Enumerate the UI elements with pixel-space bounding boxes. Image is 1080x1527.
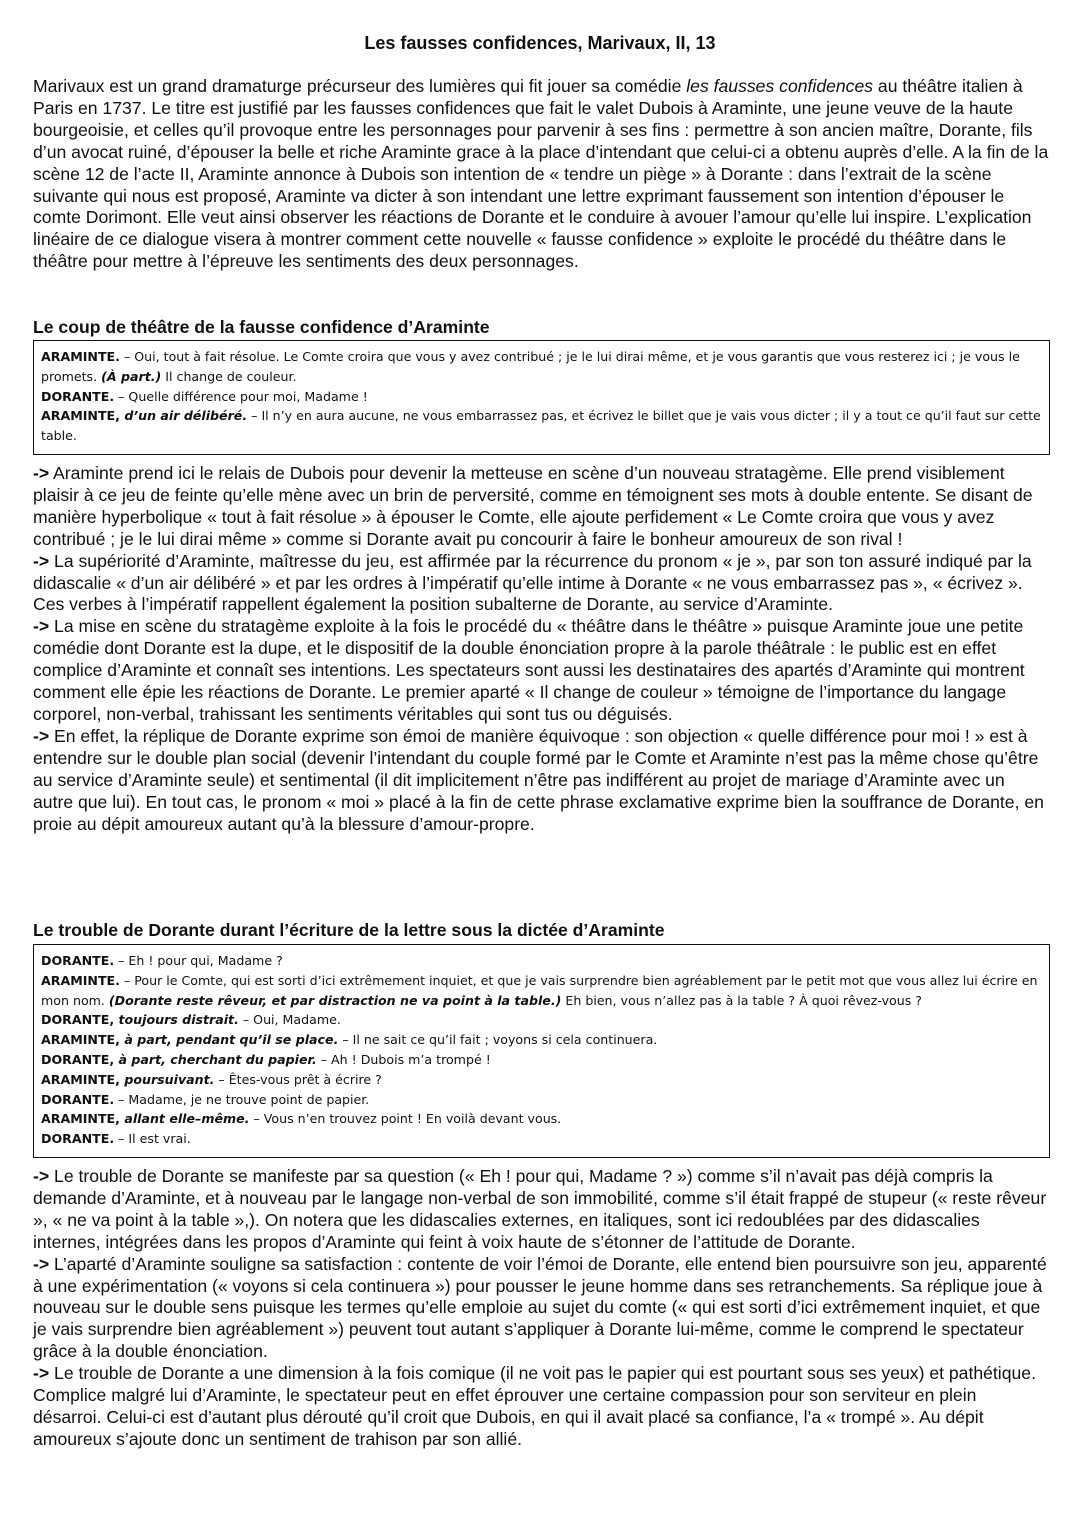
speaker-name: ARAMINTE, [41, 1032, 120, 1048]
arrow-marker: -> [33, 616, 50, 637]
speaker-name: DORANTE. [41, 1131, 115, 1147]
section2-heading: Le trouble de Dorante durant l’écriture de la lettre sous la dictée d’Araminte [33, 920, 665, 940]
line-text: – Vous n’en trouvez point ! En voilà devant vous. [249, 1111, 562, 1127]
speaker-name: ARAMINTE, [41, 1071, 120, 1087]
arrow-marker: -> [33, 1253, 50, 1274]
analysis-paragraph: -> La mise en scène du stratagème exploite à la fois le procédé du « théâtre dans le théâtre » puisque Araminte joue une petite comédie dont Dorante est la dupe, et le dispositif de la double énonciation propre à la parole théâtrale : le public est en effet complice d’Araminte et connaît ses intentions. Les spectateurs sont aussi les destinataires des apartés d’Araminte qui montrent comment elle épie les réactions de Dorante. Le premier aparté « Il change de couleur » témoigne de l’importance du langage corporel, non-verbal, trahissant les sentiments véritables qui sont tus ou déguisés. [33, 616, 1025, 724]
line-text: – Il est vrai. [114, 1131, 191, 1147]
line-text: – Quelle différence pour moi, Madame ! [114, 388, 368, 404]
stage-direction-insert: (Dorante reste rêveur, et par distraction ne va point à la table.) [108, 992, 562, 1008]
speaker-name: DORANTE. [41, 953, 115, 968]
line-text: – Madame, je ne trouve point de papier. [114, 1091, 370, 1107]
intro-text [33, 76, 1049, 273]
arrow-marker: -> [33, 1363, 50, 1384]
line-text: – Ah ! Dubois m’a trompé ! [316, 1051, 491, 1067]
section1-quote-box [33, 340, 1050, 455]
arrow-marker: -> [33, 725, 50, 746]
analysis-paragraph: -> Araminte prend ici le relais de Dubois pour devenir la metteuse en scène d’un nouveau stratagème. Elle prend visiblement plaisir à ce jeu de feinte qu’elle mène avec un brin de perversité, comme en témoignent ses mots à double entente. Se disant de manière hyperbolique « tout à fait résolue » à épouser le Comte, elle ajoute perfidement « Le Comte croira que vous y avez contribué ; je le lui dirai même » comme si Dorante avait pu concourir à faire le bonheur amoureux de son rival ! [33, 463, 1033, 549]
quote-line [41, 1010, 1041, 1030]
line-text: – Il ne sait ce qu’il fait ; voyons si cela continuera. [338, 1032, 658, 1048]
analysis-paragraph: -> La supériorité d’Araminte, maîtresse du jeu, est affirmée par la récurrence du pronom « je », par son ton assuré indiqué par la didascalie « d’un air délibéré » et par les ordres à l’impératif qu’elle intime à Dorante « ne vous embarrassez pas », « écrivez ». Ces verbes à l’impératif rappellent également la position subalterne de Dorante, au service d’Araminte. [33, 550, 1032, 615]
analysis-paragraph: -> En effet, la réplique de Dorante exprime son émoi de manière équivoque : son objection « quelle différence pour moi ! » est à entendre sur le double plan social (devenir l’intendant du couple formé par le Comte et Araminte n’est pas la même chose qu’être au service d’Araminte seule) et sentimental (il dit implicitement n’être pas indifférent au projet de mariage d’Araminte avec un autre que lui). En tout cas, le pronom « moi » placé à la fin de cette phrase exclamative exprime bien la souffrance de Dorante, en proie au dépit amoureux autant qu’à la blessure d’amour-propre. [33, 725, 1044, 834]
section1-analysis [33, 463, 1049, 835]
section1-heading-wrap [33, 316, 1049, 338]
stage-direction-insert: (À part.) [101, 368, 162, 384]
analysis-paragraph: -> L’aparté d’Araminte souligne sa satisfaction : contente de voir l’émoi de Dorante, elle entend bien poursuivre son jeu, apparenté à une expérimentation (« voyons si cela continuera ») pour pousser le jeune homme dans ses retranchements. Sa réplique joue à nouveau sur le double sens puisque les termes qu’elle emploie au sujet du comte (« qui est sorti d’ici extrêmement inquiet, et que je vais surprendre bien agréablement ») peuvent tout autant s’appliquer à Dorante lui-même, comme le comprend le spectateur grâce à la double énonciation. [33, 1253, 1047, 1362]
stage-direction: à part, cherchant du papier. [114, 1051, 317, 1067]
quote-line [41, 1070, 1041, 1090]
speaker-name: DORANTE, [41, 1051, 115, 1067]
quote-line [41, 1030, 1041, 1050]
arrow-marker: -> [33, 1166, 50, 1186]
quote-line [41, 951, 1041, 971]
speaker-name: ARAMINTE, [41, 408, 120, 424]
speaker-name: DORANTE, [41, 1012, 115, 1028]
line-text-after: Il change de couleur. [161, 368, 297, 384]
stage-direction: toujours distrait. [114, 1012, 239, 1028]
quote-line [41, 1109, 1041, 1129]
line-text-after: Eh bien, vous n’allez pas à la table ? À quoi rêvez-vous ? [561, 992, 922, 1008]
analysis-paragraph: -> Le trouble de Dorante se manifeste par sa question (« Eh ! pour qui, Madame ? ») comme s’il n’avait pas déjà compris la demande d’Araminte, et à nouveau par le langage non-verbal de son immobilité, comme s’il était frappé de stupeur (« reste rêveur », « ne va point à la table »,). On notera que les didascalies externes, en italiques, sont ici redoublées par des didascalies internes, intégrées dans les propos d’Araminte qui feint à voix haute de s’étonner de l’attitude de Dorante. [33, 1166, 1047, 1252]
line-text: – Êtes-vous prêt à écrire ? [214, 1071, 382, 1087]
speaker-name: DORANTE. [41, 388, 115, 404]
quote-line [41, 1129, 1041, 1149]
quote-line [41, 971, 1041, 1011]
quote-line [41, 1050, 1041, 1070]
section1-heading: Le coup de théâtre de la fausse confidence d’Araminte [33, 317, 490, 337]
line-text: – Pour le Comte, qui est sorti d’ici extrêmement inquiet, et que je vais surprendre bien agréablement par le petit mot que vous allez lui écrire en mon nom. [41, 972, 1038, 1008]
quote-line [41, 406, 1041, 446]
speaker-name: ARAMINTE. [41, 349, 120, 364]
line-text: – Il n’y en aura aucune, ne vous embarrassez pas, et écrivez le billet que je vais vous dicter ; il y a tout ce qu’il faut sur cette table. [41, 408, 1041, 444]
analysis-paragraph: -> Le trouble de Dorante a une dimension à la fois comique (il ne voit pas le papier qui est pourtant sous ses yeux) et pathétique. Complice malgré lui d’Araminte, le spectateur peut en effet éprouver une certaine compassion pour son serviteur en plein désarroi. Celui-ci est d’autant plus dérouté qu’il croit que Dubois, en qui il avait placé sa confiance, l’a « trompé ». Au dépit amoureux s’ajoute donc un sentiment de trahison par son allié. [33, 1363, 1036, 1449]
stage-direction: allant elle–même. [119, 1111, 250, 1127]
quote-line [41, 1090, 1041, 1110]
section2-quote-box [33, 944, 1050, 1158]
intro-work-title: les fausses confidences [686, 76, 874, 96]
stage-direction: poursuivant. [119, 1071, 215, 1087]
stage-direction: d’un air délibéré. [119, 408, 248, 424]
line-text: – Oui, tout à fait résolue. Le Comte croira que vous y avez contribué ; je le lui dirai même, et je vous garantis que vous resterez ici ; je vous le promets. [41, 349, 1020, 384]
arrow-marker: -> [33, 550, 50, 571]
line-text: – Oui, Madame. [238, 1012, 341, 1028]
document-title: Les fausses confidences, Marivaux, II, 13 [364, 33, 716, 53]
section2-heading-wrap [33, 919, 1049, 941]
intro-text-start: Marivaux est un grand dramaturge précurseur des lumières qui fit jouer sa comédie [33, 76, 687, 96]
line-text: – Eh ! pour qui, Madame ? [114, 953, 283, 968]
speaker-name: ARAMINTE. [41, 972, 120, 988]
section2-analysis [33, 1166, 1049, 1451]
speaker-name: ARAMINTE, [41, 1111, 120, 1127]
arrow-marker: -> [33, 463, 50, 483]
speaker-name: DORANTE. [41, 1091, 115, 1107]
stage-direction: à part, pendant qu’il se place. [119, 1032, 339, 1048]
quote-line [41, 387, 1041, 407]
intro-text-end: au théâtre italien à Paris en 1737. Le titre est justifié par les fausses confidences que fait le valet Dubois à Araminte, une jeune veuve de la haute bourgeoisie, et celles qu’il provoque entre les personnages pour parvenir à ses fins : permettre à son ancien maître, Dorante, fils d’un avocat ruiné, d’épouser la belle et riche Araminte grace à la place d’intendant que celui-ci a obtenu auprès d’elle. A la fin de la scène 12 de l’acte II, Araminte annonce à Dubois son intention de « tendre un piège » à Dorante : dans l’extrait de la scène suivante qui nous est proposé, Araminte va dicter à son intendant une lettre exprimant faussement son intention d’épouser le comte Dorimont. Elle veut ainsi observer les réactions de Dorante et le conduire à avouer l’amour qu’elle lui inspire. L’explication linéaire de ce dialogue visera à montrer comment cette nouvelle « fausse confidence » exploite le procédé du théâtre dans le théâtre pour mettre à l’épreuve les sentiments des deux personnages. [33, 76, 1049, 272]
intro-paragraph [33, 76, 1049, 273]
quote-line [41, 347, 1041, 387]
